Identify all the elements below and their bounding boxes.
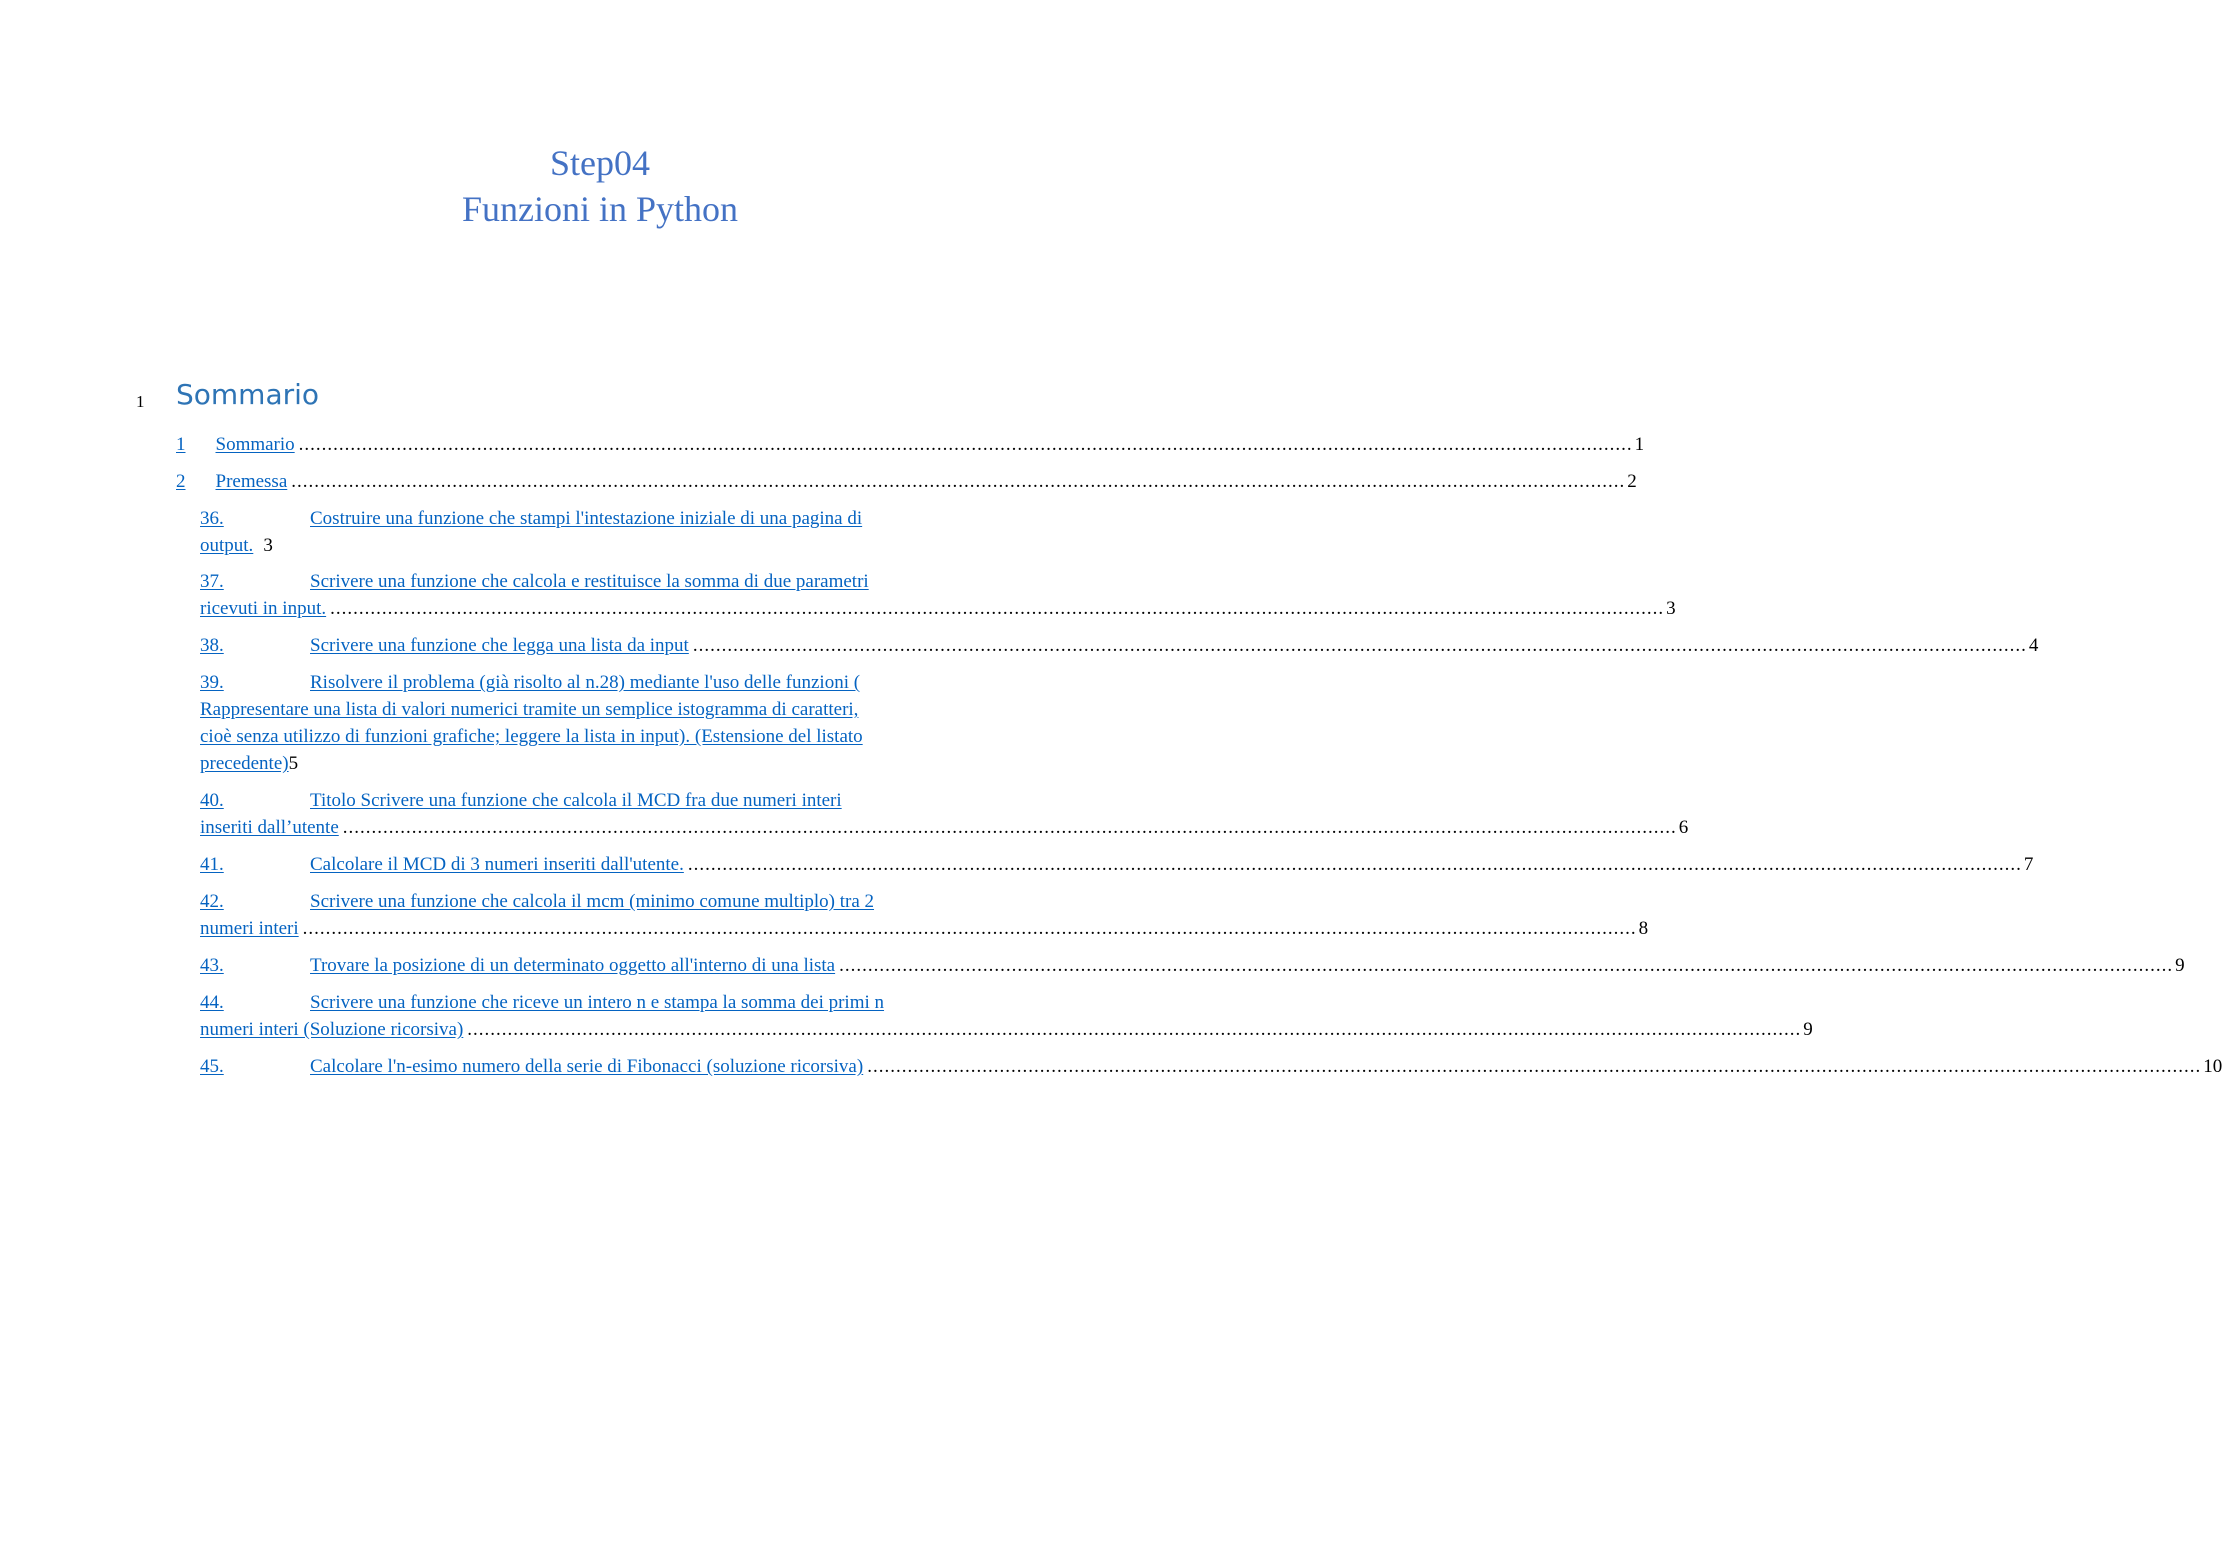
toc-page: 5 [288,753,299,774]
toc-text-line-1[interactable]: Risolvere il problema (già risolto al n.28) mediante l'uso delle funzioni ( [310,672,861,693]
toc-page: 3 [263,535,273,556]
toc-entry-premessa[interactable] [176,469,1637,495]
toc-link-sommario[interactable] [176,432,295,458]
toc-leader: ........................................................................................................................................................................................................................................ [467,1019,1802,1040]
toc-text-line-1[interactable]: Titolo Scrivere una funzione che calcola il MCD fra due numeri interi [310,790,842,811]
toc-page: 1 [1634,434,1645,455]
toc-text-line-2 [200,815,1689,841]
toc-number[interactable]: 39. [200,672,224,693]
heading-number: 1 [136,392,145,411]
toc-link-continued[interactable]: inseriti dall’utente [200,817,339,838]
title-line-1: Step04 [549,143,650,183]
toc-page: 4 [2028,635,2039,656]
toc-number[interactable]: 41. [200,854,224,875]
toc-number[interactable]: 38. [200,635,224,656]
toc-page: 8 [1638,918,1649,939]
toc-link-text[interactable]: Calcolare l'n-esimo numero della serie di Fibonacci (soluzione ricorsiva) [310,1056,864,1077]
toc-page: 9 [2175,955,2185,976]
document-title [0,140,1200,232]
toc-text: Sommario [215,434,295,455]
toc-text-line-2[interactable]: Rappresentare una lista di valori numerici tramite un semplice istogramma di caratteri, [200,699,859,720]
toc-text-line-1[interactable]: Scrivere una funzione che calcola e restituisce la somma di due parametri [310,571,869,592]
toc-text-line-3[interactable]: cioè senza utilizzo di funzioni grafiche; leggere la lista in input). (Estensione del listato [200,726,863,747]
toc-leader: ........................................................................................................................................................................................................................................ [692,635,2027,656]
toc-entry-sommario[interactable] [176,432,1645,458]
toc-number[interactable]: 37. [200,571,224,592]
toc-link-continued[interactable]: numeri interi [200,918,299,939]
toc-page: 10 [2203,1056,2222,1077]
toc-leader: ........................................................................................................................................................................................................................................ [342,817,1677,838]
toc-link-continued[interactable]: precedente) [200,753,289,774]
toc-leader: ........................................................................................................................................................................................................................................ [298,434,1633,455]
toc-number[interactable]: 44. [200,992,224,1013]
toc-text-line-1[interactable]: Costruire una funzione che stampi l'intestazione iniziale di una pagina di [310,508,863,529]
toc-leader: ........................................................................................................................................................................................................................................ [302,918,1637,939]
toc-number[interactable]: 42. [200,891,224,912]
toc-text-line-2 [200,596,1676,622]
toc-text-line-1 [310,633,2039,659]
toc-number[interactable]: 45. [200,1056,224,1077]
toc-text-line-4 [200,751,298,777]
toc-link-text[interactable]: Scrivere una funzione che legga una lista da input [310,635,689,656]
toc-text-line-1[interactable]: Scrivere una funzione che riceve un intero n e stampa la somma dei primi n [310,992,885,1013]
toc-text-line-2 [200,533,273,559]
toc-text: Premessa [215,471,288,492]
toc-leader: ........................................................................................................................................................................................................................................ [867,1056,2202,1077]
toc-text-line-2 [200,1017,1813,1043]
toc-leader: ........................................................................................................................................................................................................................................ [839,955,2174,976]
toc-number: 2 [176,471,186,492]
toc-text-line-1 [310,1054,2222,1080]
heading-text: Sommario [176,378,320,411]
toc-link-continued[interactable]: output. [200,535,254,556]
toc-leader: ........................................................................................................................................................................................................................................ [291,471,1626,492]
toc-number[interactable]: 40. [200,790,224,811]
toc-number: 1 [176,434,186,455]
toc-number[interactable]: 36. [200,508,224,529]
toc-leader: ........................................................................................................................................................................................................................................ [330,598,1665,619]
toc-text-line-1 [310,953,2185,979]
toc-link-continued[interactable]: numeri interi (Soluzione ricorsiva) [200,1019,464,1040]
toc-number[interactable]: 43. [200,955,224,976]
toc-page: 7 [2023,854,2034,875]
toc-link-premessa[interactable] [176,469,287,495]
toc-text-line-1 [310,852,2034,878]
toc-page: 9 [1803,1019,1813,1040]
toc-page: 2 [1627,471,1637,492]
toc-link-continued[interactable]: ricevuti in input. [200,598,327,619]
toc-leader: ........................................................................................................................................................................................................................................ [687,854,2022,875]
toc-page: 3 [1666,598,1676,619]
toc-text-line-2 [200,916,1649,942]
toc-link-text[interactable]: Trovare la posizione di un determinato oggetto all'interno di una lista [310,955,836,976]
title-line-2: Funzioni in Python [461,189,739,229]
toc-text-line-1[interactable]: Scrivere una funzione che calcola il mcm (minimo comune multiplo) tra 2 [310,891,875,912]
toc-page: 6 [1678,817,1689,838]
toc-link-text[interactable]: Calcolare il MCD di 3 numeri inseriti dall'utente. [310,854,684,875]
